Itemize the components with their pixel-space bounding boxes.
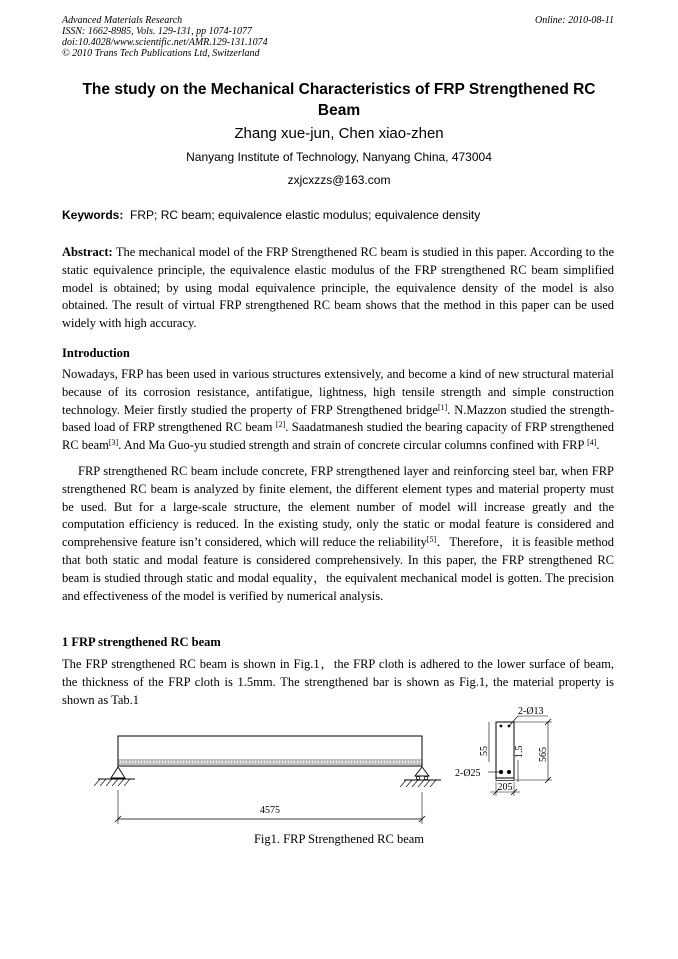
intro-p1-text-c: . Saadatmanesh studied the bearing capacity of FRP strengthened RC beam <box>62 420 614 453</box>
top-bar-left <box>500 725 503 728</box>
citation-5: [5] <box>426 535 437 545</box>
copyright-line: © 2010 Trans Tech Publications Ltd, Switzerland <box>62 48 260 59</box>
span-dimension <box>115 790 425 824</box>
online-date: Online: 2010-08-11 <box>535 15 614 26</box>
frp-thickness-label: 1.5 <box>514 745 525 758</box>
abstract <box>62 244 614 333</box>
journal-name: Advanced Materials Research <box>62 15 183 26</box>
height-label: 565 <box>538 747 549 762</box>
citation-3: [3] <box>108 438 119 448</box>
bottom-bar-right <box>507 770 511 774</box>
beam-elevation <box>118 736 422 766</box>
intro-p1-text-a: Nowadays, FRP has been used in various structures extensively, and become a kind of new structural material because of its corrosion resistance, antifatigue, lightness, high tensile strength and simple construction technology. Meier firstly studied the property of FRP Strengthened bridge <box>62 367 614 417</box>
width-label: 205 <box>497 782 513 793</box>
section-outline <box>496 722 514 778</box>
author-email: zxjcxzzs@163.com <box>287 173 391 187</box>
keywords-label: Keywords: <box>62 208 124 222</box>
citation-4: [4] <box>587 438 597 448</box>
intro-p1-text-d: . And Ma Guo-yu studied strength and strain of concrete circular columns confined with FRP <box>118 438 588 453</box>
keywords-text: FRP; RC beam; equivalence elastic modulus; equivalence density <box>130 208 481 222</box>
intro-p2-text-a: FRP strengthened RC beam include concrete, FRP strengthened layer and reinforcing steel bar, when FRP strengthened RC beam is analyzed by finite element, the different element types and material property must be used. But for a large-scale structure, the element number of model will increase greatly and the computation efficiency is reduced. In the existing study, only the static or modal feature is considered and comprehensive feature isn’t considered, which will reduce the reliability <box>62 464 614 550</box>
abstract-text: The mechanical model of the FRP Strengthened RC beam is studied in this paper. According to the static equivalence principle, the equivalence elastic modulus of the FRP strengthened RC beam simplified model is obtained; by using modal equivalence principle, the equivalence density of the model is also obtained. The result of virtual FRP strengthened RC beam shows that the method in this paper can be used widely with high accuracy. <box>62 245 615 331</box>
intro-p1-text-e: . <box>596 438 600 453</box>
section-1-paragraph: The FRP strengthened RC beam is shown in Fig.1，the FRP cloth is adhered to the lower surface of beam, the thickness of the FRP cloth is 1.5mm. The strengthened bar is shown as Fig.1, the material property is shown as Tab.1 <box>62 657 614 707</box>
citation-1: [1] <box>437 402 448 412</box>
journal-header <box>62 15 268 59</box>
keywords <box>62 207 616 223</box>
author-affiliation: Nanyang Institute of Technology, Nanyang China, 473004 <box>186 150 492 164</box>
abstract-label: Abstract: <box>62 245 113 259</box>
beam-body <box>118 736 422 766</box>
left-pin-support <box>94 767 135 786</box>
beam-figure <box>0 700 678 830</box>
bottom-bar-label: 2-Ø25 <box>455 768 481 779</box>
issn-line: ISSN: 1662-8985, Vols. 129-131, pp 1074-1077 <box>62 26 252 37</box>
introduction-heading: Introduction <box>62 346 130 360</box>
intro-p1-text-b: . N.Mazzon studied the strength-based load of FRP strengthened RC beam <box>62 402 614 435</box>
intro-p2-text-b: ．Therefore，it is feasible method that both static and modal feature is considered comprehensively. In this paper, the FRP strengthened RC beam is studied through static and modal equality，the equivalent mechanical model is gotten. The precision and effectiveness of the model is verified by numerical analysis. <box>62 535 614 603</box>
doi-line: doi:10.4028/www.scientific.net/AMR.129-131.1074 <box>62 37 268 48</box>
citation-2: [2] <box>275 420 286 430</box>
paper-title: The study on the Mechanical Characteristics of FRP Strengthened RC Beam <box>82 81 596 119</box>
right-roller-support <box>400 767 441 787</box>
introduction-paragraph-1 <box>62 366 614 455</box>
paper-authors: Zhang xue-jun, Chen xiao-zhen <box>234 125 444 142</box>
beam-cross-section <box>455 706 552 796</box>
span-label: 4575 <box>260 805 280 816</box>
cover-label: 55 <box>479 746 490 756</box>
section-1-heading: 1 FRP strengthened RC beam <box>62 635 221 649</box>
top-bar-label: 2-Ø13 <box>518 706 544 717</box>
figure-caption: Fig1. FRP Strengthened RC beam <box>253 832 425 846</box>
introduction-paragraph-2 <box>62 463 614 605</box>
